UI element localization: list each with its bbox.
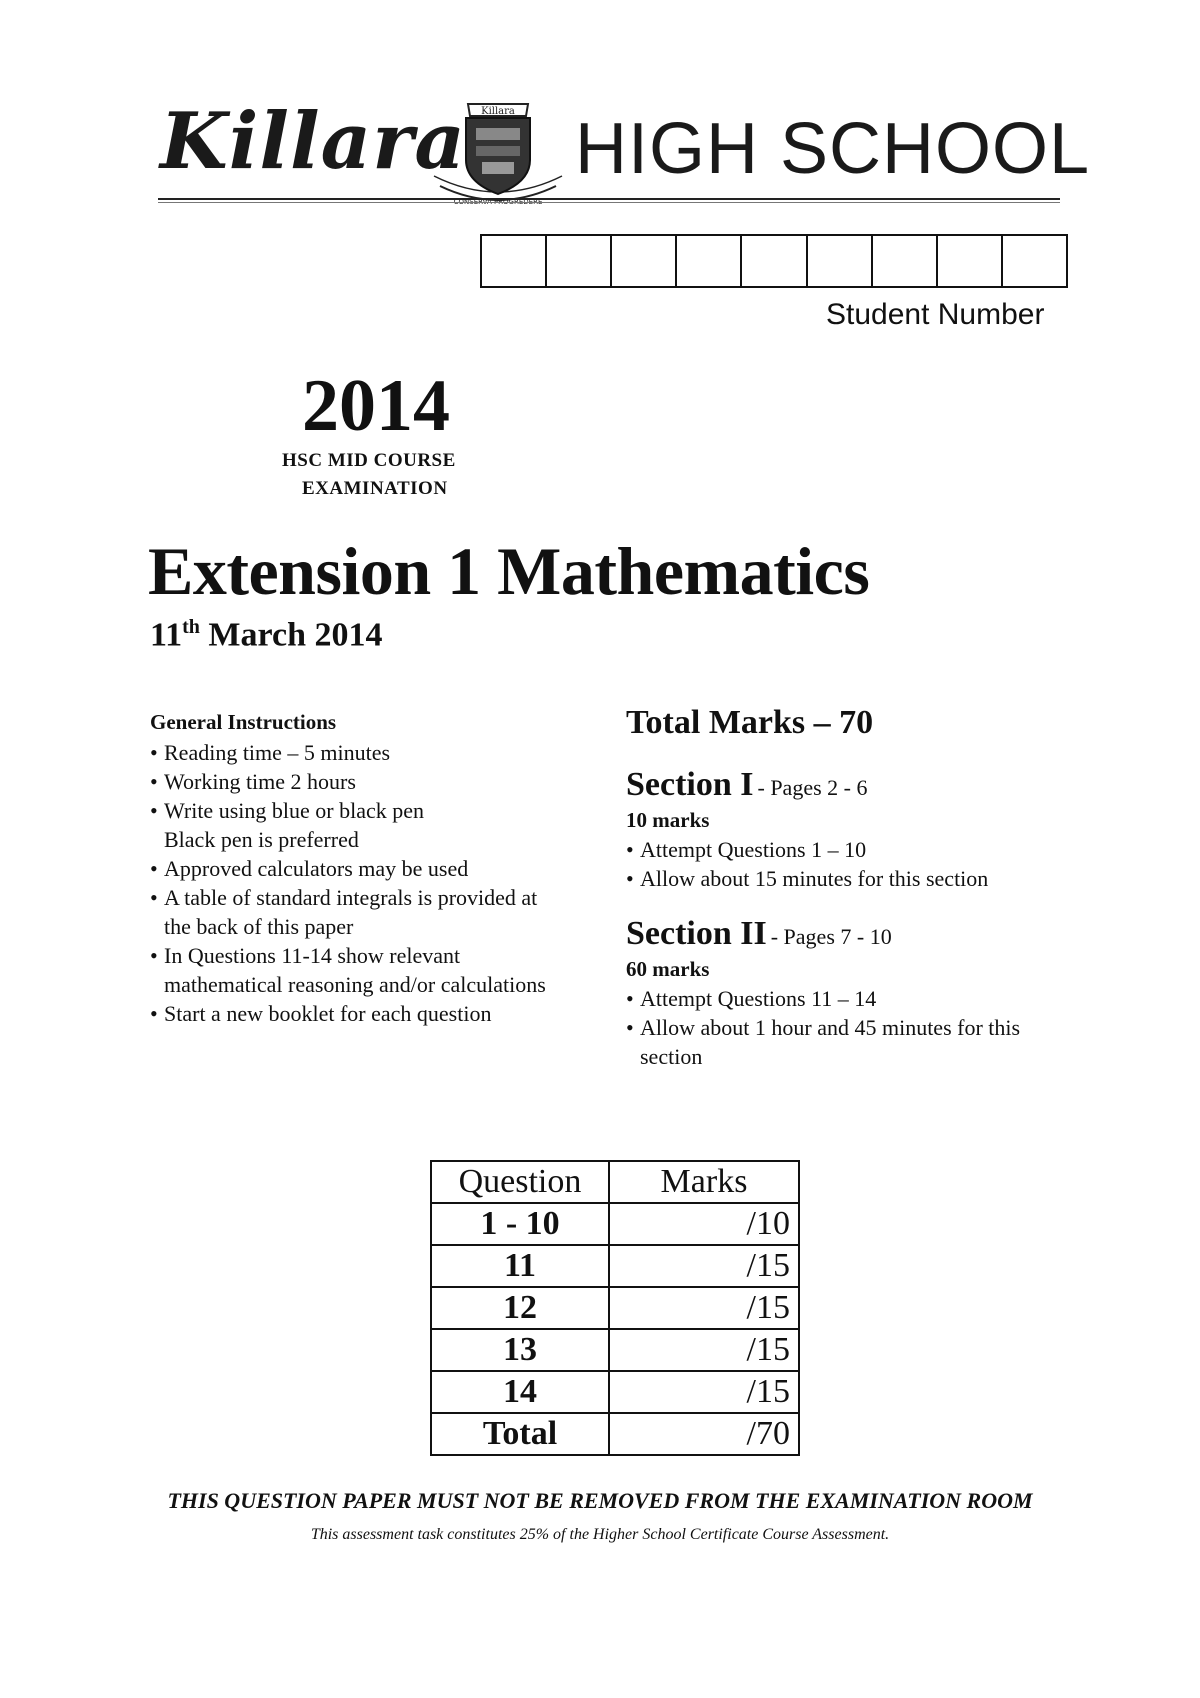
exam-type-line1: HSC MID COURSE	[282, 450, 456, 471]
total-marks-cell[interactable]: /70	[609, 1413, 799, 1455]
marks-cell[interactable]: /15	[609, 1329, 799, 1371]
general-instructions	[150, 708, 600, 1028]
exam-date-day: 11	[150, 616, 183, 654]
student-number-digit-box[interactable]	[873, 236, 938, 286]
instructions-list	[150, 738, 600, 1028]
subject-title: Extension 1 Mathematics	[148, 533, 870, 609]
instruction-item	[150, 796, 600, 854]
instruction-line: • A table of standard integrals is provided at	[164, 885, 538, 910]
header-rule	[158, 198, 1060, 200]
section-1-list	[626, 835, 1086, 893]
table-row	[431, 1371, 799, 1413]
instruction-item	[150, 941, 600, 999]
instruction-line: mathematical reasoning and/or calculations	[164, 972, 546, 997]
table-row	[431, 1329, 799, 1371]
header-rule-thin	[158, 202, 1060, 203]
school-name-left: Killara	[160, 96, 466, 187]
section-1-pages: - Pages 2 - 6	[757, 775, 868, 800]
total-cell: Total	[431, 1413, 609, 1455]
instruction-item: • Start a new booklet for each question	[150, 999, 600, 1028]
instruction-item: • Working time 2 hours	[150, 767, 600, 796]
student-number-digit-box[interactable]	[547, 236, 612, 286]
student-number-digit-box[interactable]	[1003, 236, 1066, 286]
section-2-title: Section II	[626, 915, 767, 952]
student-number-digit-box[interactable]	[482, 236, 547, 286]
marks-table-header-row	[431, 1161, 799, 1203]
school-crest-logo	[418, 90, 578, 210]
instruction-line: • In Questions 11-14 show relevant	[164, 943, 461, 968]
section-1	[626, 766, 1086, 893]
section-1-item: • Allow about 15 minutes for this section	[626, 864, 1086, 893]
student-number-label: Student Number	[826, 298, 1045, 331]
marks-table	[430, 1160, 800, 1456]
footer-warning: THIS QUESTION PAPER MUST NOT BE REMOVED FROM THE EXAMINATION ROOM	[167, 1488, 1033, 1513]
instructions-heading: General Instructions	[150, 710, 337, 734]
exam-summary	[626, 704, 1086, 1093]
footer-note: This assessment task constitutes 25% of the Higher School Certificate Course Assessment.	[310, 1526, 890, 1543]
marks-cell[interactable]: /15	[609, 1371, 799, 1413]
section-2-list	[626, 984, 1086, 1071]
instruction-line: the back of this paper	[164, 914, 354, 939]
exam-type-line2: EXAMINATION	[302, 478, 448, 499]
student-number-digit-box[interactable]	[612, 236, 677, 286]
instruction-line: Black pen is preferred	[164, 827, 359, 852]
section-1-marks: 10 marks	[626, 808, 710, 832]
exam-year: 2014	[302, 365, 450, 447]
student-number-boxes[interactable]	[480, 234, 1068, 288]
section-2-item: • Allow about 1 hour and 45 minutes for this section	[626, 1013, 1086, 1071]
section-2-item: • Attempt Questions 11 – 14	[626, 984, 1086, 1013]
crest-banner-text: Killara	[481, 106, 515, 117]
student-number-digit-box[interactable]	[677, 236, 742, 286]
table-row	[431, 1413, 799, 1455]
marks-column-header: Marks	[609, 1161, 799, 1203]
exam-date-rest: March 2014	[208, 616, 383, 654]
question-cell: 1 - 10	[431, 1203, 609, 1245]
question-cell: 11	[431, 1245, 609, 1287]
table-row	[431, 1287, 799, 1329]
instruction-item: • Approved calculators may be used	[150, 854, 600, 883]
school-name-right: HIGH SCHOOL	[575, 109, 1091, 189]
question-cell: 14	[431, 1371, 609, 1413]
marks-cell[interactable]: /10	[609, 1203, 799, 1245]
section-2-marks: 60 marks	[626, 957, 710, 981]
section-2-pages: - Pages 7 - 10	[770, 924, 892, 949]
total-marks: Total Marks – 70	[626, 704, 874, 741]
instruction-item: • Reading time – 5 minutes	[150, 738, 600, 767]
crest-motto: CONSERVA PROGREDERE	[453, 198, 543, 206]
instruction-line: • Write using blue or black pen	[164, 798, 424, 823]
question-column-header: Question	[431, 1161, 609, 1203]
instruction-item	[150, 883, 600, 941]
question-cell: 13	[431, 1329, 609, 1371]
section-2	[626, 915, 1086, 1071]
table-row	[431, 1203, 799, 1245]
marks-cell[interactable]: /15	[609, 1287, 799, 1329]
section-1-title: Section I	[626, 766, 754, 803]
table-row	[431, 1245, 799, 1287]
question-cell: 12	[431, 1287, 609, 1329]
exam-date-suffix: th	[182, 616, 200, 638]
exam-date	[150, 616, 383, 654]
student-number-digit-box[interactable]	[938, 236, 1003, 286]
section-1-item: • Attempt Questions 1 – 10	[626, 835, 1086, 864]
marks-cell[interactable]: /15	[609, 1245, 799, 1287]
student-number-digit-box[interactable]	[742, 236, 807, 286]
student-number-digit-box[interactable]	[808, 236, 873, 286]
